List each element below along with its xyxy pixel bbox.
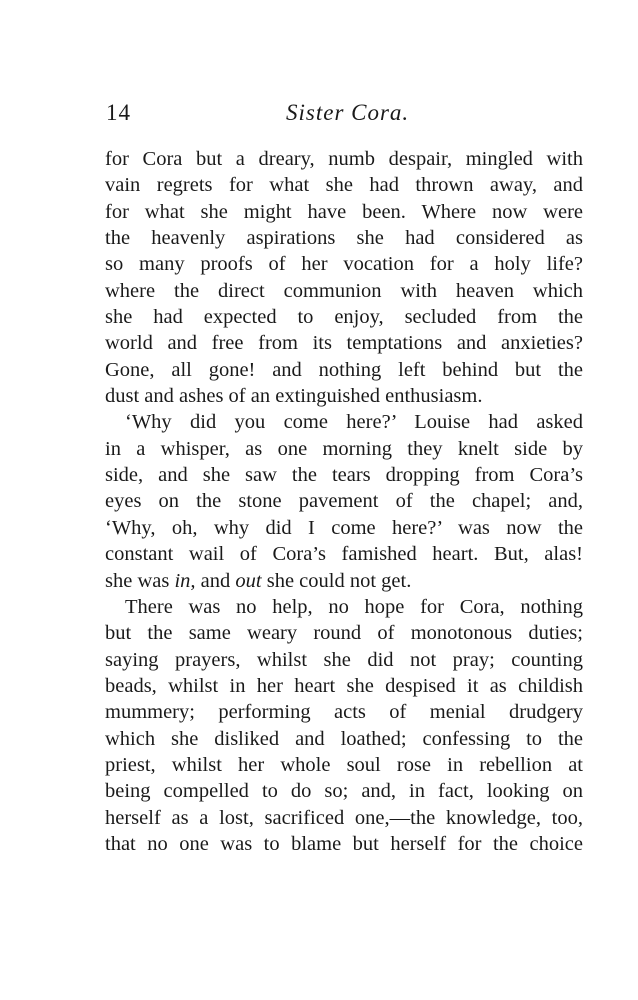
text-line: so many proofs of her vocation for a holy life? bbox=[105, 253, 583, 276]
text-line: constant wail of Cora’s famished heart. But, alas! bbox=[105, 543, 583, 566]
paragraph bbox=[105, 146, 583, 409]
body-text bbox=[105, 146, 583, 857]
text-run: she could not get. bbox=[261, 569, 412, 592]
text-run: she was bbox=[105, 569, 175, 592]
text-line: mummery; performing acts of menial drudgery bbox=[105, 701, 583, 724]
text-line: for Cora but a dreary, numb despair, mingled with bbox=[105, 148, 583, 170]
text-line: eyes on the stone pavement of the chapel; and, bbox=[105, 490, 583, 513]
page-header bbox=[106, 98, 584, 130]
text-line: saying prayers, whilst she did not pray; counting bbox=[105, 648, 583, 671]
text-line: priest, whilst her whole soul rose in rebellion at bbox=[105, 753, 583, 776]
paragraph bbox=[105, 594, 583, 857]
text-line: being compelled to do so; and, in fact, looking on bbox=[105, 780, 583, 803]
text-line: she had expected to enjoy, secluded from the bbox=[105, 306, 583, 329]
text-line bbox=[105, 568, 583, 594]
text-line: beads, whilst in her heart she despised it as childish bbox=[105, 674, 583, 697]
text-line: vain regrets for what she had thrown away, and bbox=[105, 174, 583, 197]
text-line: where the direct communion with heaven which bbox=[105, 279, 583, 302]
text-line: ‘Why did you come here?’ Louise had asked bbox=[125, 411, 583, 434]
paragraph bbox=[105, 409, 583, 593]
text-line: Gone, all gone! and nothing left behind but the bbox=[105, 358, 583, 381]
text-line: that no one was to blame but herself for the choice bbox=[105, 832, 583, 855]
text-line: but the same weary round of monotonous duties; bbox=[105, 622, 583, 645]
text-line: ‘Why, oh, why did I come here?’ was now the bbox=[105, 516, 583, 539]
text-run: and bbox=[195, 569, 236, 592]
text-line: There was no help, no hope for Cora, nothing bbox=[125, 595, 583, 618]
page-number: 14 bbox=[106, 100, 131, 125]
text-line: the heavenly aspirations she had considered as bbox=[105, 227, 583, 250]
text-line: which she disliked and loathed; confessing to the bbox=[105, 727, 583, 750]
italic-word: in, bbox=[174, 569, 196, 592]
text-line: in a whisper, as one morning they knelt side by bbox=[105, 437, 583, 460]
text-line: side, and she saw the tears dropping from Cora’s bbox=[105, 464, 583, 487]
running-title: Sister Cora. bbox=[286, 100, 410, 125]
text-line: herself as a lost, sacrificed one,—the knowledge, too, bbox=[105, 806, 583, 829]
italic-word: out bbox=[235, 569, 262, 592]
text-line: for what she might have been. Where now were bbox=[105, 200, 583, 223]
text-line: dust and ashes of an extinguished enthusiasm. bbox=[105, 385, 483, 408]
text-line: world and free from its temptations and anxieties? bbox=[105, 332, 583, 355]
